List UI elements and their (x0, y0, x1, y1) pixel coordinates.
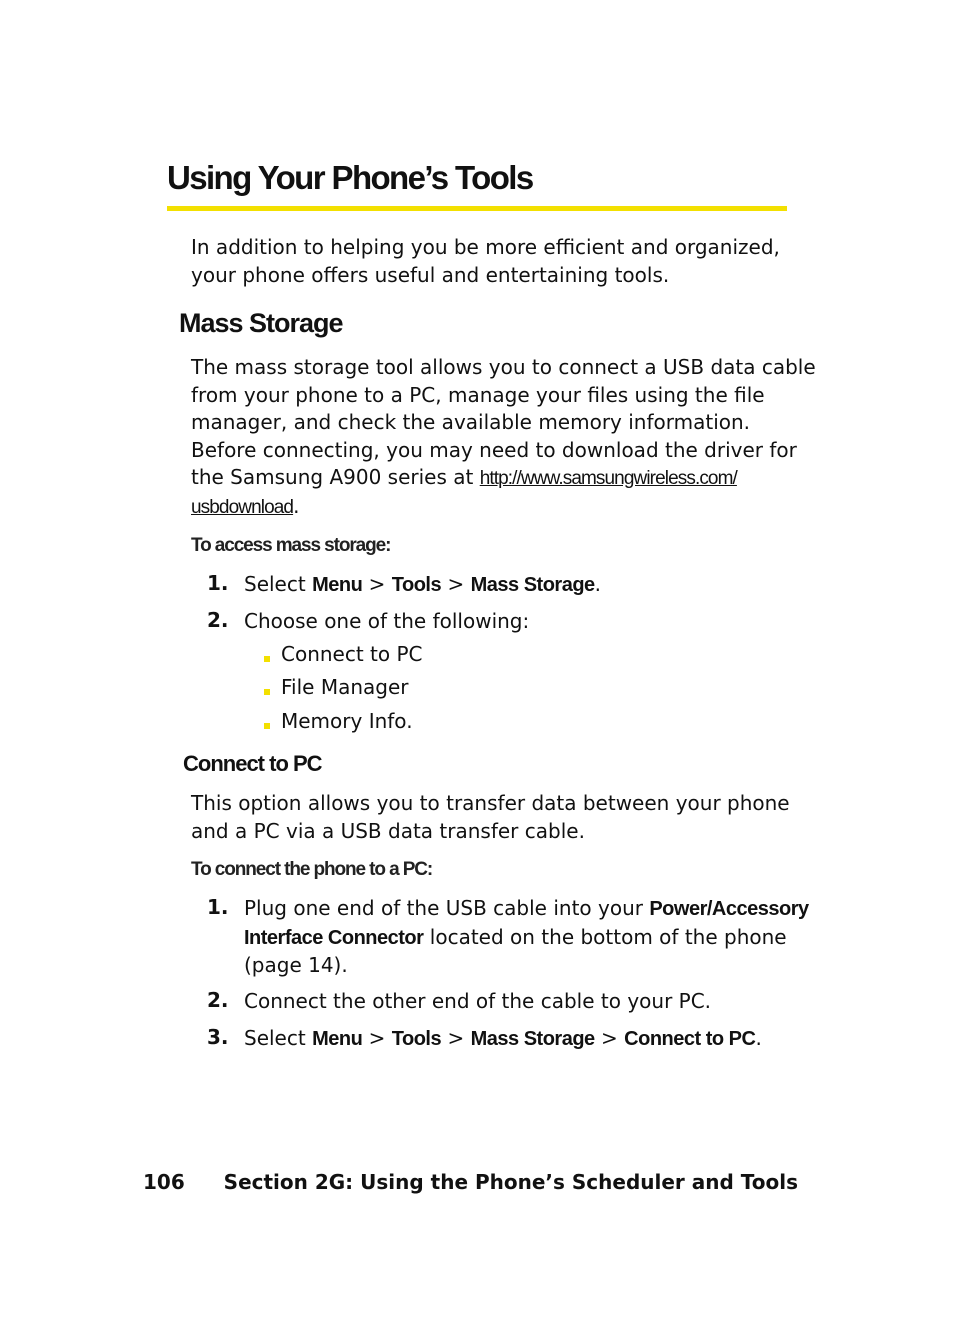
intro-line: In addition to helping you be more efficient and organized, (191, 235, 780, 259)
step-text (244, 895, 809, 980)
download-link-continued[interactable]: usbdownload (191, 496, 294, 518)
step-number: 2. (207, 608, 229, 632)
paragraph-line (191, 464, 816, 493)
mass-storage-label: Mass Storage (470, 574, 595, 596)
intro-line: your phone offers useful and entertaining tools. (191, 262, 670, 287)
bullet-icon (264, 723, 270, 729)
step-number: 1. (207, 895, 229, 919)
menu-label: Menu (312, 574, 363, 596)
step-line-suffix: located on the bottom of the phone (423, 924, 787, 949)
tools-label: Tools (391, 574, 442, 596)
bullet-icon (264, 656, 270, 662)
separator: > (362, 1026, 392, 1050)
link-suffix: . (293, 493, 300, 518)
intro-paragraph (191, 234, 780, 289)
separator: > (441, 572, 471, 596)
tools-label: Tools (391, 1028, 442, 1050)
step-prefix: Select (244, 1026, 313, 1050)
page-title: Using Your Phone’s Tools (167, 159, 533, 196)
separator: > (441, 1026, 471, 1050)
step-end: . (755, 1026, 762, 1050)
separator: > (594, 1026, 625, 1050)
step-number: 1. (207, 571, 229, 595)
procedure-label: To access mass storage: (191, 535, 391, 556)
step-text: Connect the other end of the cable to your PC. (244, 989, 712, 1013)
menu-label: Menu (312, 1028, 363, 1050)
step-end: . (594, 572, 602, 596)
paragraph-line: and a PC via a USB data transfer cable. (191, 818, 585, 843)
section-footer: Section 2G: Using the Phone’s Scheduler and Tools (223, 1170, 798, 1194)
page-number: 106 (143, 1170, 185, 1194)
step-line (244, 924, 809, 953)
paragraph-line: manager, and check the available memory information. (191, 410, 751, 434)
line-prefix: the Samsung A900 series at (191, 465, 480, 489)
paragraph-line: The mass storage tool allows you to connect a USB data cable (191, 355, 816, 379)
connector-label-continued: Interface Connector (244, 926, 424, 949)
procedure-label: To connect the phone to a PC: (191, 859, 433, 880)
title-rule (167, 206, 787, 211)
paragraph-line: This option allows you to transfer data between your phone (191, 791, 790, 815)
step-line-prefix: Plug one end of the USB cable into your (244, 896, 650, 920)
step-line: (page 14). (244, 953, 348, 977)
paragraph-line: from your phone to a PC, manage your files using the file (191, 382, 765, 407)
step-number: 2. (207, 988, 229, 1012)
connector-label: Power/Accessory (649, 898, 809, 920)
step-prefix: Select (244, 572, 313, 596)
step-text (244, 1025, 762, 1054)
connect-pc-paragraph (191, 790, 790, 845)
mass-storage-paragraph (191, 354, 816, 521)
option-item: File Manager (281, 675, 409, 699)
step-text (244, 571, 601, 600)
paragraph-line (191, 493, 816, 522)
mass-storage-label: Mass Storage (470, 1028, 595, 1050)
option-item: Memory Info. (281, 709, 413, 733)
mass-storage-heading: Mass Storage (179, 308, 343, 338)
download-link[interactable]: http://www.samsungwireless.com/ (479, 468, 737, 489)
bullet-icon (264, 689, 270, 695)
paragraph-line: Before connecting, you may need to download the driver for (191, 437, 797, 462)
connect-pc-heading: Connect to PC (183, 751, 322, 776)
step-line (244, 895, 809, 924)
step-number: 3. (207, 1025, 229, 1049)
connect-to-pc-label: Connect to PC (624, 1028, 756, 1050)
separator: > (362, 572, 392, 596)
option-item: Connect to PC (281, 642, 423, 666)
step-text: Choose one of the following: (244, 609, 530, 633)
